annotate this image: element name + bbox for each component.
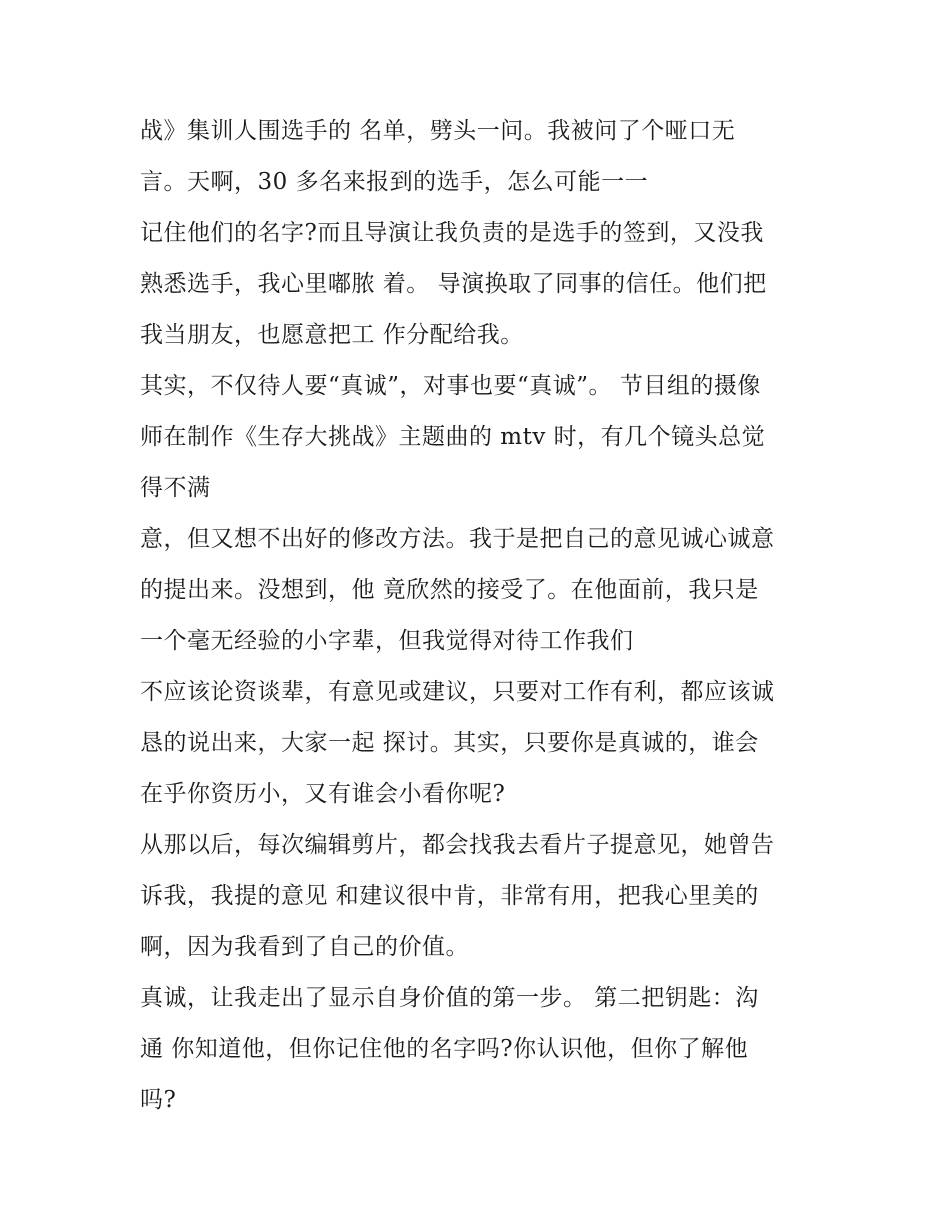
text-line-9: 意，但又想不出好的修改方法。我于是把自己的意见诚心诚意 (140, 526, 775, 552)
text-line-5: 我当朋友，也愿意把工 作分配给我。 (140, 322, 524, 348)
text-line-19: 通 你知道他，但你记住他的名字吗?你认识他，但你了解他 (140, 1036, 749, 1062)
text-line-11: 一个毫无经验的小字辈，但我觉得对待工作我们 (140, 628, 634, 654)
text-line-16: 诉我，我提的意见 和建议很中肯，非常有用，把我心里美的 (140, 883, 759, 909)
text-line-20: 吗? (140, 1087, 177, 1113)
text-line-8: 得不满 (140, 475, 211, 501)
text-line-4: 熟悉选手，我心里嘟脓 着。 导演换取了同事的信任。他们把 (140, 271, 767, 297)
text-line-15: 从那以后，每次编辑剪片，都会找我去看片子提意见，她曾告 (140, 832, 775, 858)
text-line-13: 恳的说出来，大家一起 探讨。其实，只要你是真诚的，谁会 (140, 730, 759, 756)
text-line-6: 其实，不仅待人要“真诚”，对事也要“真诚”。 节目组的摄像 (140, 373, 761, 399)
text-line-3: 记住他们的名字?而且导演让我负责的是选手的签到，又没我 (140, 220, 764, 246)
text-line-2: 言。天啊，30 多名来报到的选手，怎么可能一一 (140, 169, 649, 195)
text-line-18: 真诚，让我走出了显示自身价值的第一步。 第二把钥匙：沟 (140, 985, 759, 1011)
text-line-17: 啊，因为我看到了自己的价值。 (140, 934, 469, 960)
text-line-10: 的提出来。没想到，他 竟欣然的接受了。在他面前，我只是 (140, 577, 759, 603)
text-line-12: 不应该论资谈辈，有意见或建议，只要对工作有利，都应该诚 (140, 679, 775, 705)
text-line-1: 战》集训人围选手的 名单，劈头一问。我被问了个哑口无 (140, 118, 736, 144)
text-line-7: 师在制作《生存大挑战》主题曲的 mtv 时，有几个镜头总觉 (140, 424, 766, 450)
text-line-14: 在乎你资历小，又有谁会小看你呢? (140, 781, 506, 807)
